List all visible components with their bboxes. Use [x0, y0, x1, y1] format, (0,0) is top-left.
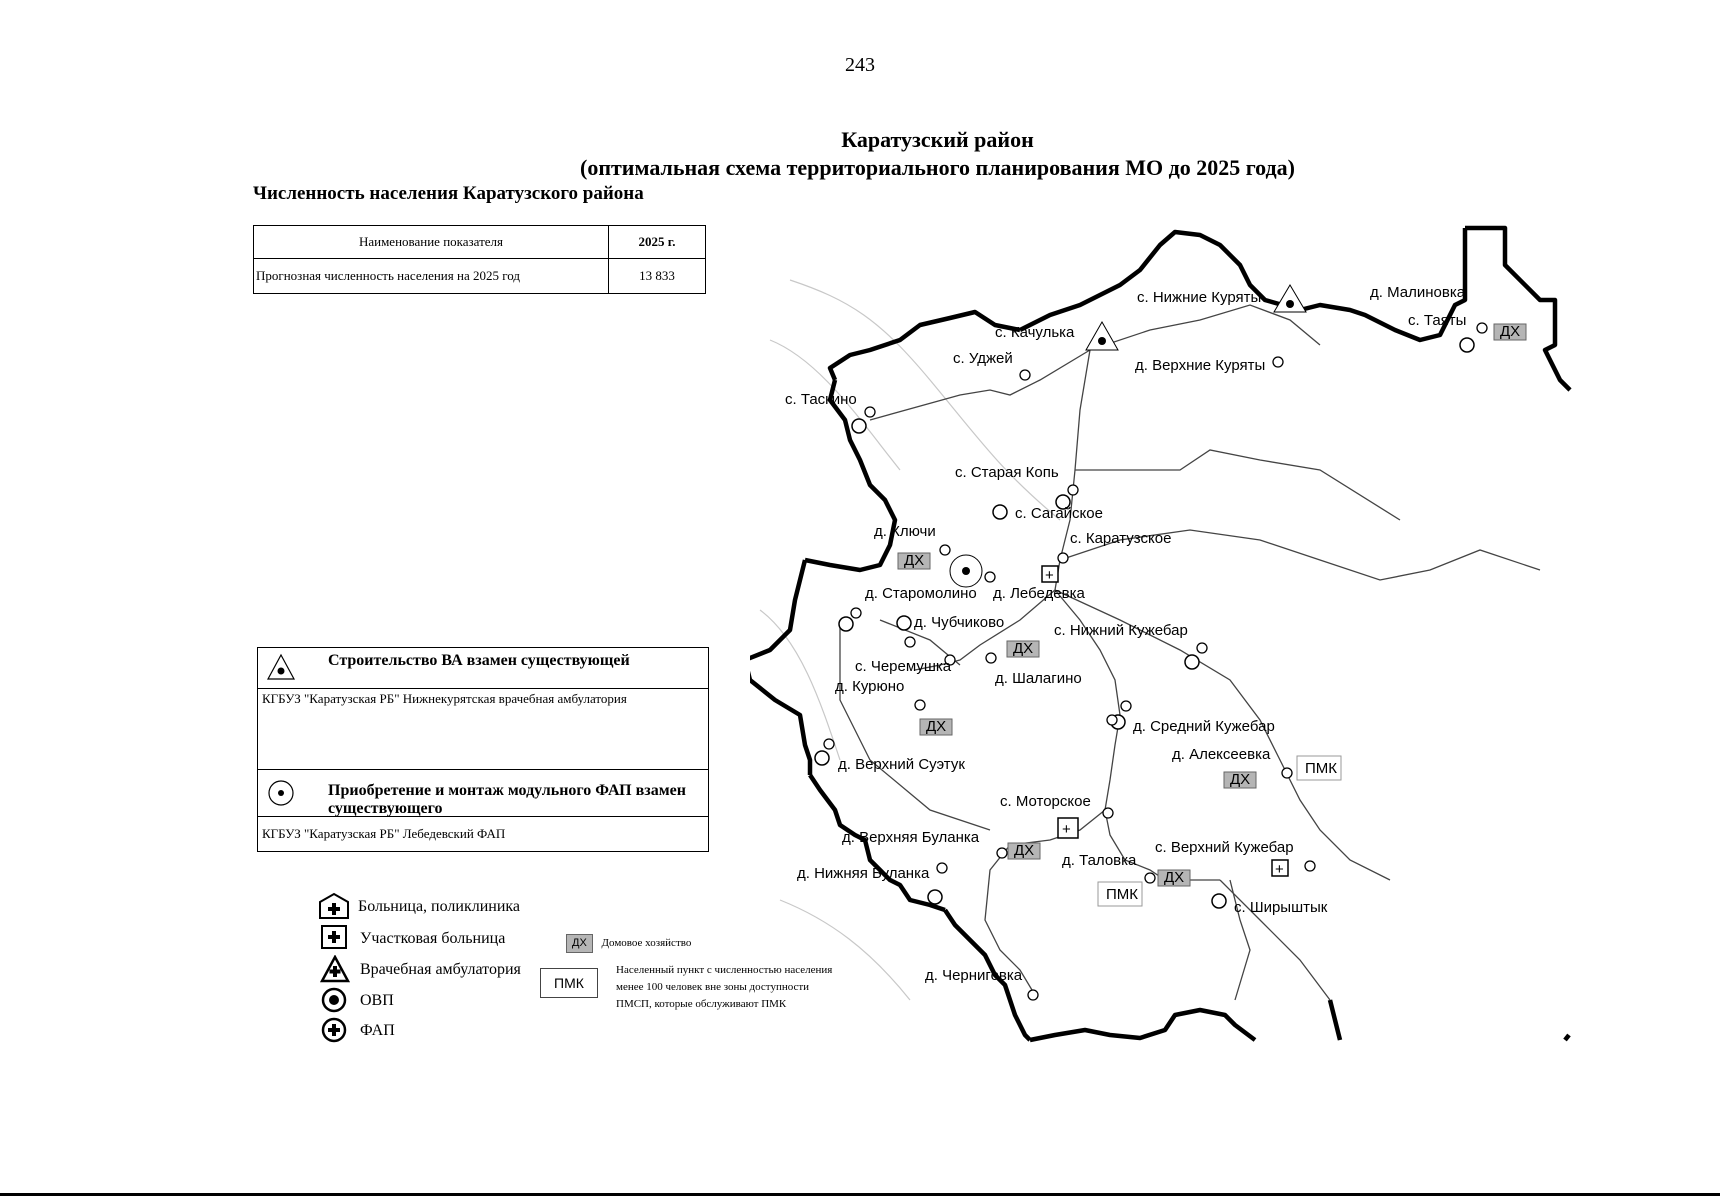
- label-taskino: с. Таскино: [785, 391, 857, 408]
- page-bottom-rule: [0, 1193, 1720, 1196]
- label-alekseevka: д. Алексеевка: [1172, 746, 1271, 763]
- population-table: [253, 225, 706, 294]
- label-motorskoe: с. Моторское: [1000, 793, 1091, 810]
- label-verkhnyaya-bulanka: д. Верхняя Буланка: [842, 829, 980, 846]
- label-verkhniy-kuzhebar: с. Верхний Кужебар: [1155, 839, 1294, 856]
- modular-fap-icon: [950, 555, 982, 587]
- legend-pmk-label: Населенный пункт с численностью населения менее 100 человек вне зоны доступности ПМСП, которые обслуживают ПМК: [616, 964, 833, 1010]
- label-chubnikovo: д. Чубчиково: [914, 614, 1005, 631]
- legend-pmk: [540, 968, 598, 998]
- hospital-icon: [1042, 566, 1058, 584]
- label-karatuzskoe: с. Каратузское: [1070, 530, 1172, 547]
- pmk-badge-label: ПМК: [1106, 886, 1139, 903]
- legend-ovp: [320, 986, 394, 1019]
- row-value: 13 833: [609, 259, 706, 294]
- legend-fap: [320, 1016, 395, 1049]
- table-row: [254, 259, 706, 294]
- legend-dx: [566, 934, 691, 953]
- district-hospital-icon: [320, 924, 348, 950]
- legend-box-item-2-desc: КГБУЗ "Каратузская РБ" Лебедевский ФАП: [262, 826, 506, 841]
- label-shirysh: с. Ширыштык: [1234, 899, 1328, 916]
- settlement-labels: [785, 284, 1466, 984]
- svg-text:+: +: [1275, 861, 1284, 878]
- label-nizhnyaya-bulanka: д. Нижняя Буланка: [797, 865, 930, 882]
- label-staromolino: д. Старомолино: [865, 585, 977, 602]
- district-hospital-icon: [1272, 860, 1288, 878]
- label-lebedevka: д. Лебедевка: [993, 585, 1085, 602]
- svg-text:+: +: [1062, 821, 1071, 838]
- legend-box-item-1-head: [258, 648, 708, 689]
- label-uzhey: с. Уджей: [953, 350, 1013, 367]
- label-malinovka: д. Малиновка: [1370, 284, 1466, 301]
- pmk-badge-label: ПМК: [1305, 760, 1338, 777]
- ambulatory-icon: [1086, 322, 1118, 350]
- page-title: [0, 126, 1720, 182]
- title-line-1: Каратузский район: [841, 127, 1034, 152]
- legend-box-item-1-title: Строительство ВА взамен существующей: [328, 652, 630, 669]
- label-verkhniy-suetuk: д. Верхний Суэтук: [838, 756, 965, 773]
- legend-fap-label: ФАП: [360, 1022, 395, 1039]
- legend-district-hospital: [320, 924, 506, 955]
- label-sagayskoe: с. Сагайское: [1015, 505, 1103, 522]
- dx-badge-icon: ДХ: [566, 934, 593, 953]
- roads: [840, 305, 1540, 1000]
- dx-badges: [898, 323, 1526, 886]
- dx-badge-label: ДХ: [1164, 869, 1185, 886]
- dx-badge-label: ДХ: [926, 718, 947, 735]
- label-kachulka: с. Качулька: [995, 324, 1075, 341]
- label-nizhniy-kuzhebar: с. Нижний Кужебар: [1054, 622, 1188, 639]
- legend-ambulatory: [320, 955, 521, 988]
- legend-ambulatory-label: Врачебная амбулатория: [360, 961, 521, 978]
- dx-badge-label: ДХ: [1500, 323, 1521, 340]
- dx-badge-label: ДХ: [1230, 771, 1251, 788]
- title-line-2: (оптимальная схема территориального планирования МО до 2025 года): [580, 155, 1295, 180]
- label-talovka: д. Таловка: [1062, 852, 1137, 869]
- label-tayaty: с. Таяты: [1408, 312, 1467, 329]
- table-header-row: [254, 226, 706, 259]
- dx-badge-label: ДХ: [904, 552, 925, 569]
- ambulatory-construction-icon: [266, 652, 296, 682]
- pmk-badges: [1098, 756, 1341, 906]
- ambulatory-icon: [1274, 285, 1306, 312]
- legend-hospital: [318, 892, 521, 925]
- svg-text:+: +: [1045, 567, 1054, 584]
- legend-dx-label: Домовое хозяйство: [601, 937, 692, 949]
- label-verkhnie-kuryaty: д. Верхние Куряты: [1135, 357, 1266, 374]
- hospital-icon: [318, 892, 350, 920]
- label-cheremushka: с. Черемушка: [855, 658, 952, 675]
- legend-box-item-2-head: [258, 770, 708, 817]
- legend-hospital-label: Больница, поликлиника: [358, 898, 521, 915]
- page-number: 243: [845, 54, 875, 76]
- legend-box-item-2-title: Приобретение и монтаж модульного ФАП взамен существующего: [328, 782, 686, 817]
- label-sredniy-kuzhebar: д. Средний Кужебар: [1133, 718, 1275, 735]
- label-staraya-kop: с. Старая Копь: [955, 464, 1059, 481]
- label-shalagino: д. Шалагино: [995, 670, 1082, 687]
- dx-badge-label: ДХ: [1014, 842, 1035, 859]
- legend-district-hospital-label: Участковая больница: [360, 930, 506, 947]
- row-label: Прогнозная численность населения на 2025 год: [254, 259, 609, 294]
- district-map: [750, 220, 1580, 1050]
- modular-fap-icon: [266, 778, 296, 808]
- label-klyuchi: д. Ключи: [874, 523, 936, 540]
- fap-icon: [320, 1016, 348, 1044]
- legend-ovp-label: ОВП: [360, 992, 394, 1009]
- population-heading: Численность населения Каратузского района: [253, 183, 644, 204]
- district-hospital-icon: [1058, 818, 1078, 838]
- map-symbols: [815, 285, 1526, 1000]
- ovp-icon: [320, 986, 348, 1014]
- label-kuryuno: д. Курюно: [835, 678, 905, 695]
- label-nizhnie-kuryaty: с. Нижние Куряты: [1137, 289, 1262, 306]
- project-legend-box: [257, 647, 709, 852]
- pmk-badge-icon: ПМК: [540, 968, 598, 998]
- ambulatory-icon: [320, 955, 350, 983]
- header-indicator: Наименование показателя: [254, 226, 609, 259]
- label-chernigovka: д. Черниговка: [925, 967, 1023, 984]
- header-year: 2025 г.: [609, 226, 706, 259]
- dx-badge-label: ДХ: [1013, 640, 1034, 657]
- legend-box-item-1-desc: КГБУЗ "Каратузская РБ" Нижнекурятская врачебная амбулатория: [258, 689, 708, 770]
